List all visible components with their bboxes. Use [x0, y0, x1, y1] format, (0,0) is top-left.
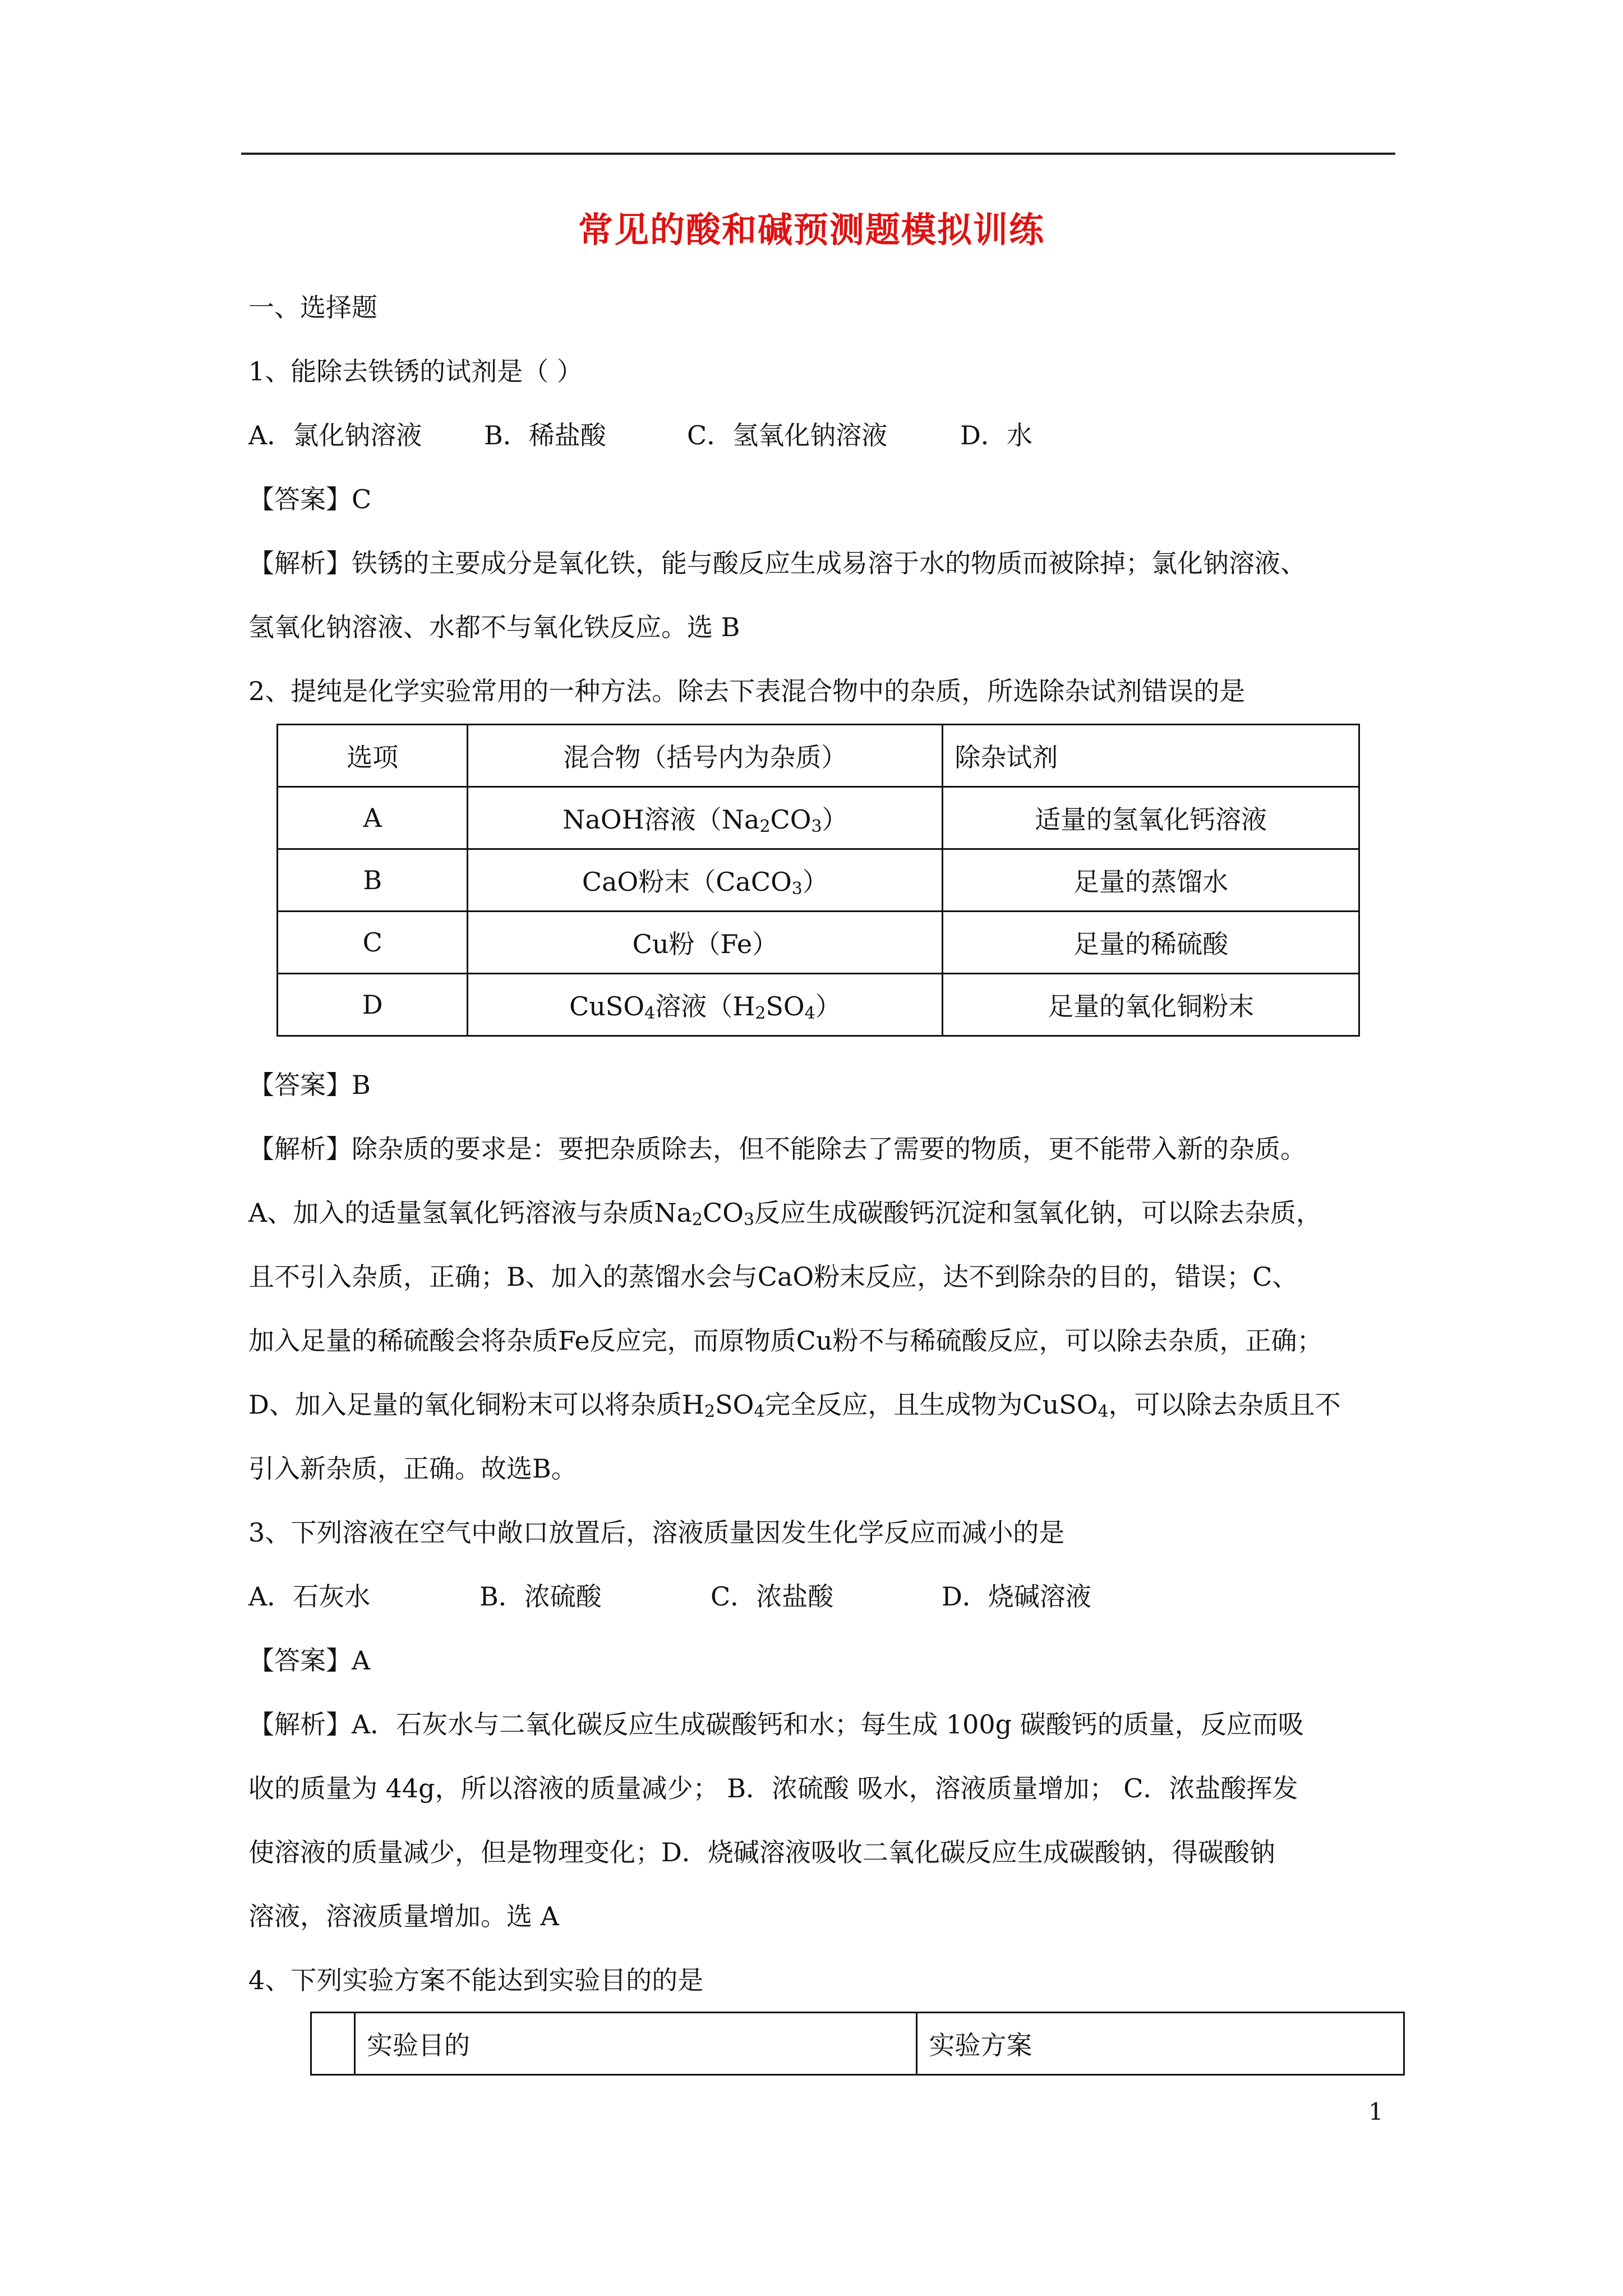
option-cell: C	[278, 912, 468, 974]
page-number: 1	[1368, 2098, 1384, 2125]
question-1-options	[248, 418, 1032, 452]
reagent-cell: 足量的蒸馏水	[943, 849, 1359, 912]
question-2-analysis-line: 【解析】除杂质的要求是：要把杂质除去，但不能除去了需要的物质，更不能带入新的杂质。	[248, 1134, 1306, 1164]
question-3-analysis-line: 溶液，溶液质量增加。选 A	[248, 1901, 559, 1931]
mixture-cell: NaOH溶液$(Na_2CO_3)$	[468, 787, 943, 849]
table-row	[278, 974, 1359, 1036]
question-1-analysis-line: 【解析】铁锈的主要成分是氧化铁，能与酸反应生成易溶于水的物质而被除掉；氯化钠溶液、	[248, 548, 1306, 578]
question-2-analysis-line: 引入新杂质，正确。故选B。	[248, 1453, 577, 1484]
question-1-answer: 【答案】C	[248, 484, 372, 514]
question-2-analysis-line: 加入足量的稀硫酸会将杂质Fe反应完，而原物质Cu粉不与稀硫酸反应，可以除去杂质，正确；	[248, 1326, 1323, 1356]
mixture-cell: CaO粉末（CaCO$_3$）	[468, 849, 943, 912]
q3-option-d: D．烧碱溶液	[942, 1581, 1091, 1612]
table-header-row	[311, 2013, 1404, 2075]
table-row	[278, 787, 1359, 849]
q1-option-b: B．稀盐酸	[484, 420, 606, 450]
q1-option-a: A．氯化钠溶液	[248, 420, 422, 450]
table-row	[278, 912, 1359, 974]
question-2-analysis-line: 且不引入杂质，正确；B、加入的蒸馏水会与CaO粉末反应，达不到除杂的目的，错误；C、	[248, 1262, 1298, 1292]
header-cell: 除杂试剂	[943, 725, 1359, 787]
header-cell: 选项	[278, 725, 468, 787]
question-3-analysis-line: 【解析】A．石灰水与二氧化碳反应生成碳酸钙和水；每生成 100g 碳酸钙的质量，反应而吸	[248, 1709, 1304, 1740]
section-heading: 一、选择题	[248, 292, 377, 323]
question-3-analysis-line: 使溶液的质量减少，但是物理变化；D．烧碱溶液吸收二氧化碳反应生成碳酸钠，得碳酸钠	[248, 1837, 1275, 1867]
question-4-stem: 4、下列实验方案不能达到实验目的的是	[248, 1965, 704, 1995]
header-cell	[311, 2013, 355, 2075]
question-3-analysis-line: 收的质量为 44g，所以溶液的质量减少； B．浓硫酸 吸水，溶液质量增加； C．浓盐酸挥发	[248, 1773, 1298, 1803]
reagent-cell: 适量的氢氧化钙溶液	[943, 787, 1359, 849]
q3-option-b: B．浓硫酸	[479, 1581, 602, 1612]
option-cell: A	[278, 787, 468, 849]
table-header-row	[278, 725, 1359, 787]
question-4-table	[310, 2012, 1405, 2076]
question-3-options	[248, 1580, 1091, 1613]
mixture-cell: Cu粉（Fe）	[468, 912, 943, 974]
question-1-stem: 1、能除去铁锈的试剂是（ ）	[248, 356, 583, 386]
q3-option-c: C．浓盐酸	[711, 1581, 834, 1612]
question-3-stem: 3、下列溶液在空气中敞口放置后，溶液质量因发生化学反应而减小的是	[248, 1517, 1065, 1548]
q1-option-c: C．氢氧化钠溶液	[687, 420, 888, 450]
question-2-table	[276, 724, 1360, 1037]
document-title: 常见的酸和碱预测题模拟训练	[578, 209, 1045, 250]
header-cell: 混合物（括号内为杂质）	[468, 725, 943, 787]
question-3-answer: 【答案】A	[248, 1645, 371, 1676]
header-rule	[241, 153, 1395, 155]
question-2-analysis-line: A、加入的适量氢氧化钙溶液与杂质$Na_2CO_3$反应生成碳酸钙沉淀和氢氧化钠，可以除去杂质，	[248, 1198, 1322, 1230]
question-2-answer: 【答案】B	[248, 1070, 371, 1100]
header-cell: 实验方案	[917, 2013, 1404, 2075]
question-2-stem: 2、提纯是化学实验常用的一种方法。除去下表混合物中的杂质，所选除杂试剂错误的是	[248, 676, 1246, 706]
question-2-analysis-line: D、加入足量的氧化铜粉末可以将杂质$H_2SO_4$完全反应，且生成物为CuSO$_4$，可以除去杂质且不	[248, 1389, 1341, 1421]
table-row	[278, 849, 1359, 912]
q1-option-d: D．水	[960, 420, 1032, 450]
option-cell: B	[278, 849, 468, 912]
reagent-cell: 足量的氧化铜粉末	[943, 974, 1359, 1036]
q3-option-a: A．石灰水	[248, 1581, 371, 1612]
reagent-cell: 足量的稀硫酸	[943, 912, 1359, 974]
question-1-analysis-line: 氢氧化钠溶液、水都不与氧化铁反应。选 B	[248, 612, 740, 642]
header-cell: 实验目的	[354, 2013, 916, 2075]
option-cell: D	[278, 974, 468, 1036]
mixture-cell: CuSO$_4$溶液$(H_2SO_4)$	[468, 974, 943, 1036]
